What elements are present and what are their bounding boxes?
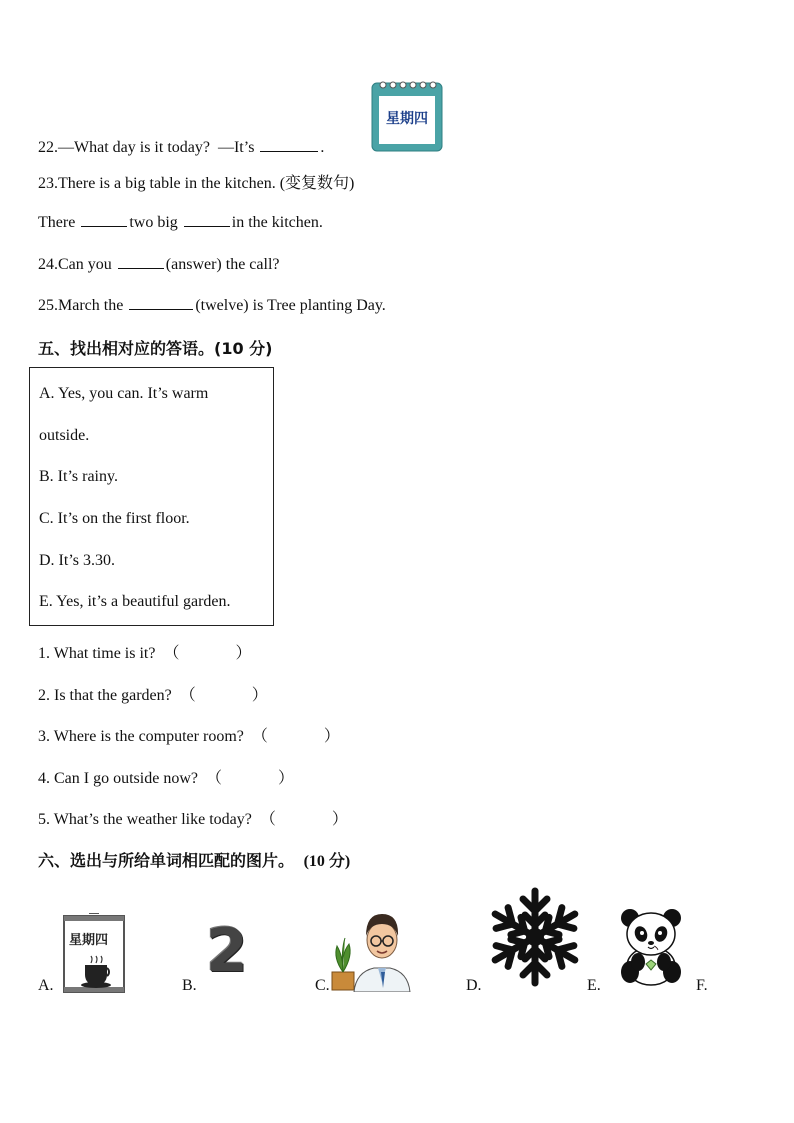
paren-open: （	[259, 811, 276, 828]
calendar-label: 星期四	[386, 111, 428, 127]
paren-open: （	[179, 687, 196, 704]
q23-text: There is a big table in the kitchen.	[58, 175, 276, 192]
paren-open: （	[205, 770, 222, 787]
option-e: E. Yes, it’s a beautiful garden.	[39, 593, 231, 610]
q25-text-c: is Tree planting	[252, 297, 353, 314]
paren-close: ）	[331, 811, 348, 828]
q22-answer-prefix: It’s	[233, 139, 255, 156]
q23-line2-part-c: in the kitchen.	[231, 214, 323, 231]
match-question-2-text: 2. Is that the garden?	[38, 687, 172, 704]
paren-open: （	[251, 728, 268, 745]
q22-answer-blank[interactable]	[260, 137, 318, 152]
picture-label-f: F.	[696, 977, 708, 994]
panda-picture[interactable]	[618, 906, 684, 986]
match-question-5-answer[interactable]	[260, 806, 348, 829]
question-22	[38, 137, 324, 157]
option-a: A. Yes, you can. It’s warm	[39, 385, 209, 402]
picture-label-d: D.	[466, 977, 482, 994]
paren-close: ）	[323, 728, 340, 745]
question-25	[38, 295, 386, 315]
paren-close: ）	[235, 645, 252, 662]
q23-blank-1[interactable]	[81, 212, 127, 227]
section-6-score: (10 分)	[303, 853, 351, 870]
q22-dash: —	[58, 139, 74, 156]
q23-blank-2[interactable]	[184, 212, 230, 227]
match-question-1	[38, 640, 252, 663]
match-question-1-text: 1. What time is it?	[38, 645, 156, 662]
q22-dash-2: —	[217, 139, 234, 156]
match-question-3-answer[interactable]	[252, 723, 340, 746]
q23-line2-part-a: There	[38, 214, 76, 231]
q25-blank[interactable]	[129, 295, 193, 310]
picture-label-b: B.	[182, 977, 197, 994]
match-question-1-answer[interactable]	[163, 640, 251, 663]
q23-line2-part-b: two big	[129, 214, 178, 231]
section-5-title: 五、找出相对应的答语。(10 分)	[38, 339, 273, 358]
match-question-3-text: 3. Where is the computer room?	[38, 728, 244, 745]
match-question-2-answer[interactable]	[180, 682, 268, 705]
q25-text-a: March the	[58, 297, 124, 314]
match-question-5	[38, 806, 348, 829]
match-question-3	[38, 723, 340, 746]
picture-label-a: A.	[38, 977, 54, 994]
doctor-plant-picture[interactable]	[330, 910, 412, 992]
q24-number: 24.	[38, 256, 58, 273]
q25-text-d: Day.	[356, 297, 386, 314]
match-question-4-text: 4. Can I go outside now?	[38, 770, 198, 787]
q25-number: 25.	[38, 297, 58, 314]
section-6-title-text: 六、选出与所给单词相匹配的图片。	[38, 851, 295, 870]
q24-text-b: (answer) the call?	[165, 256, 280, 273]
q25-text-b: (twelve)	[195, 297, 249, 314]
match-question-5-text: 5. What’s the weather like today?	[38, 811, 252, 828]
snowflake-picture[interactable]	[484, 884, 586, 990]
q24-blank[interactable]	[118, 254, 164, 269]
answer-options-box	[29, 367, 274, 626]
match-question-4-answer[interactable]	[206, 765, 294, 788]
match-question-2	[38, 682, 268, 705]
question-23	[38, 170, 354, 193]
picture-label-e: E.	[587, 977, 601, 994]
question-24	[38, 254, 280, 274]
option-d: D. It’s 3.30.	[39, 552, 115, 569]
calendar-picture-label: 星期四	[69, 933, 109, 948]
q24-text-a: Can you	[58, 256, 112, 273]
paren-open: （	[163, 645, 180, 662]
number-two-picture[interactable]: 2	[206, 916, 248, 986]
q22-number: 22.	[38, 139, 58, 156]
option-b: B. It’s rainy.	[39, 468, 118, 485]
calendar-thursday-picture	[371, 78, 443, 152]
q23-number: 23.	[38, 175, 58, 192]
question-23-line2	[38, 212, 323, 232]
match-question-4	[38, 765, 294, 788]
paren-close: ）	[251, 687, 268, 704]
q22-period: .	[320, 139, 325, 156]
section-6-title	[38, 848, 350, 871]
picture-label-c: C.	[315, 977, 330, 994]
calendar-coffee-picture[interactable]	[63, 913, 125, 993]
paren-close: ）	[278, 770, 295, 787]
option-c: C. It’s on the first floor.	[39, 510, 190, 527]
q22-text: What day is it today?	[74, 139, 210, 156]
option-a-continued: outside.	[39, 427, 90, 444]
q23-instruction: (变复数句)	[279, 175, 355, 192]
